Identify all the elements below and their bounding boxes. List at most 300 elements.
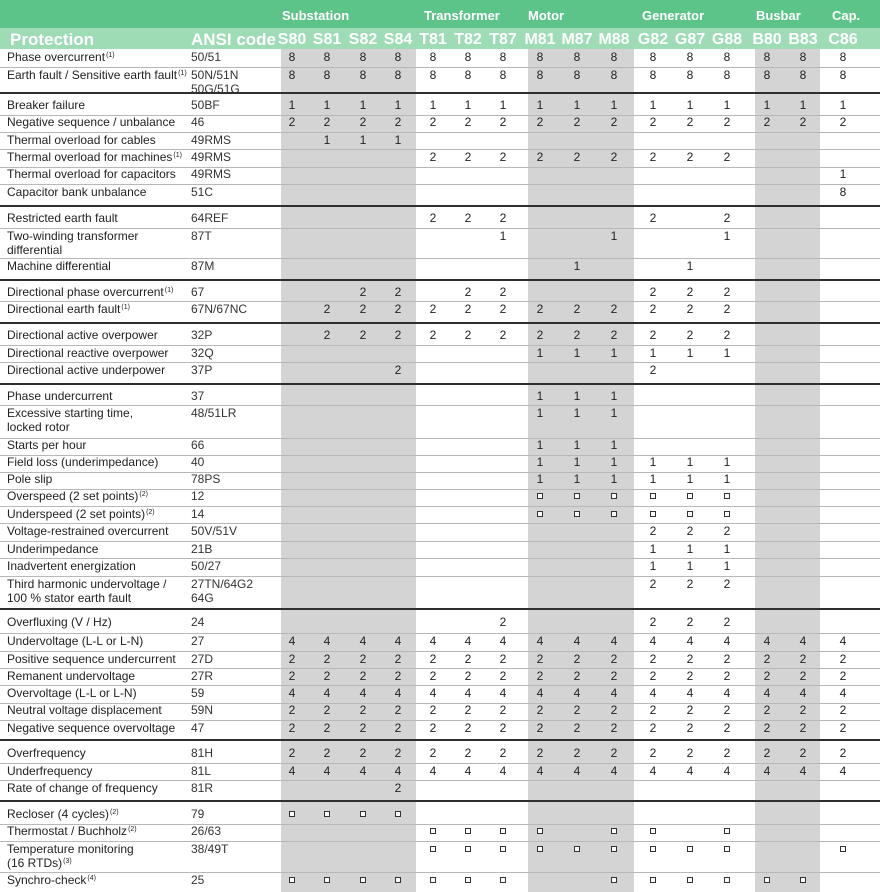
cell-value-t82: 2 [464,721,472,735]
ansi-code: 67N/67NC [191,302,248,316]
cell-value-s84: 4 [394,686,402,700]
cell-value-t82: 2 [464,302,472,316]
cell-value-t87: 2 [499,746,507,760]
cell-value-s84: 8 [394,50,402,64]
cell-value-g87: 2 [686,302,694,316]
cell-value-m81: 2 [536,115,544,129]
option-box-icon [395,877,401,883]
cell-value-g88: 1 [723,472,731,486]
cell-value-g88: 1 [723,559,731,573]
cell-value-t81: 2 [429,652,437,666]
cell-value-s84: 2 [394,703,402,717]
cell-value-c86: 4 [839,634,847,648]
cell-value-b83: 2 [799,721,807,735]
cell-value-g87: 2 [686,669,694,683]
cell-value-m81: 8 [536,68,544,82]
cell-value-t82: 2 [464,652,472,666]
cell-value-g87: 2 [686,524,694,538]
ansi-code: 50/51 [191,50,222,64]
option-box-icon [687,511,693,517]
cell-value-g88: 1 [723,98,731,112]
cell-value-b80: 4 [763,764,771,778]
cell-value-c86: 2 [839,721,847,735]
footnote-reference: (1) [178,70,187,77]
cell-value-b80: 2 [763,703,771,717]
cell-value-g82: 4 [649,634,657,648]
cell-value-g87: 2 [686,652,694,666]
ansi-code: 67 [191,285,205,299]
cell-value-b80: 4 [763,686,771,700]
ansi-code: 81R [191,781,214,795]
footnote-reference: (2) [146,509,155,516]
cell-value-b80: 2 [763,746,771,760]
option-box-icon [360,811,366,817]
cell-value-g82: 1 [649,472,657,486]
cell-value-t82: 2 [464,285,472,299]
row-label: Starts per hour [7,438,87,452]
cell-value-m88: 2 [610,669,618,683]
cell-value-t81: 4 [429,764,437,778]
cell-value-g82: 2 [649,115,657,129]
cell-value-g88: 4 [723,764,731,778]
cell-value-g87: 2 [686,150,694,164]
ansi-code: 46 [191,115,205,129]
cell-value-g88: 2 [723,285,731,299]
cell-value-s80: 2 [288,652,296,666]
cell-value-b80: 8 [763,68,771,82]
row-label: Machine differential [7,259,111,273]
cell-value-t81: 2 [429,150,437,164]
cell-value-g82: 1 [649,559,657,573]
cell-value-g82: 2 [649,524,657,538]
cell-value-b80: 8 [763,50,771,64]
column-header-g88: G88 [711,31,743,48]
cell-value-s81: 2 [323,302,331,316]
ansi-code: 32P [191,328,213,342]
cell-value-c86: 2 [839,115,847,129]
cell-value-t82: 2 [464,150,472,164]
cell-value-t87: 8 [499,50,507,64]
cell-value-s80: 2 [288,746,296,760]
cell-value-m87: 4 [573,634,581,648]
cell-value-t82: 8 [464,50,472,64]
cell-value-b83: 4 [799,634,807,648]
cell-value-b83: 2 [799,669,807,683]
option-box-icon [289,877,295,883]
cell-value-s82: 2 [359,746,367,760]
cell-value-t87: 2 [499,669,507,683]
row-label: Overspeed (2 set points)$^{(2)}$ [7,489,148,503]
cell-value-t82: 2 [464,669,472,683]
cell-value-m88: 1 [610,98,618,112]
option-box-icon [650,828,656,834]
row-label: Directional earth fault$^{(1)}$ [7,302,130,316]
row-label: Underimpedance [7,542,99,556]
ansi-code: 50V/51V [191,524,238,538]
cell-value-m87: 2 [573,150,581,164]
cell-value-t87: 4 [499,634,507,648]
cell-value-s82: 8 [359,50,367,64]
cell-value-g88: 2 [723,302,731,316]
cell-value-g82: 2 [649,703,657,717]
option-box-icon [724,493,730,499]
cell-value-m88: 4 [610,686,618,700]
cell-value-s84: 1 [394,133,402,147]
row-label: Synchro-check$^{(4)}$ [7,873,96,887]
cell-value-t87: 2 [499,302,507,316]
option-box-icon [574,846,580,852]
cell-value-b80: 2 [763,721,771,735]
cell-value-t87: 2 [499,615,507,629]
cell-value-t87: 2 [499,652,507,666]
cell-value-s80: 8 [288,68,296,82]
option-box-icon [500,828,506,834]
cell-value-m87: 2 [573,302,581,316]
cell-value-b83: 4 [799,686,807,700]
footnote-reference: (3) [63,858,72,865]
cell-value-g82: 1 [649,346,657,360]
cell-value-m88: 1 [610,406,618,420]
group-label-substation: Substation [282,8,350,23]
cell-value-t87: 2 [499,703,507,717]
option-box-icon [289,811,295,817]
cell-value-s81: 8 [323,50,331,64]
ansi-code: 32Q [191,346,214,360]
option-box-icon [650,846,656,852]
cell-value-m87: 1 [573,406,581,420]
cell-value-t87: 2 [499,150,507,164]
cell-value-g87: 2 [686,615,694,629]
cell-value-t81: 2 [429,328,437,342]
cell-value-s82: 2 [359,115,367,129]
cell-value-t87: 2 [499,115,507,129]
row-label: Field loss (underimpedance) [7,455,159,469]
cell-value-t87: 4 [499,764,507,778]
row-label: Rate of change of frequency [7,781,158,795]
cell-value-b80: 2 [763,652,771,666]
column-header-g82: G82 [637,31,669,48]
column-header-t82: T82 [454,31,482,48]
footnote-reference: (2) [110,809,119,816]
cell-value-s81: 8 [323,68,331,82]
cell-value-g87: 2 [686,721,694,735]
cell-value-g82: 2 [649,285,657,299]
cell-value-m81: 1 [536,472,544,486]
cell-value-m81: 2 [536,302,544,316]
cell-value-s81: 4 [323,634,331,648]
cell-value-t81: 2 [429,746,437,760]
cell-value-m87: 8 [573,68,581,82]
cell-value-m87: 1 [573,98,581,112]
ansi-code: 81H [191,746,214,760]
cell-value-s82: 2 [359,652,367,666]
option-box-icon [465,877,471,883]
row-label: Two-winding transformer differential [7,229,139,257]
cell-value-s82: 2 [359,669,367,683]
cell-value-m88: 4 [610,634,618,648]
row-label: Inadvertent energization [7,559,136,573]
ansi-code: 59 [191,686,205,700]
cell-value-m81: 2 [536,669,544,683]
cell-value-g88: 2 [723,115,731,129]
cell-value-g87: 2 [686,115,694,129]
option-box-icon [430,877,436,883]
cell-value-s81: 4 [323,764,331,778]
option-box-icon [574,493,580,499]
cell-value-g87: 2 [686,703,694,717]
column-header-t81: T81 [419,31,447,48]
option-box-icon [687,877,693,883]
cell-value-c86: 4 [839,686,847,700]
cell-value-m87: 1 [573,346,581,360]
cell-value-g87: 8 [686,68,694,82]
option-box-icon [764,877,770,883]
row-label: Negative sequence overvoltage [7,721,176,735]
ansi-code: 79 [191,807,205,821]
ansi-code: 87M [191,259,215,273]
cell-value-t87: 4 [499,686,507,700]
cell-value-s82: 4 [359,764,367,778]
cell-value-c86: 1 [839,167,847,181]
cell-value-g88: 1 [723,542,731,556]
ansi-code: 50BF [191,98,220,112]
cell-value-m81: 2 [536,328,544,342]
group-label-cap: Cap. [832,8,861,23]
row-label: Excessive starting time, locked rotor [7,406,134,434]
cell-value-s80: 2 [288,703,296,717]
ansi-code: 38/49T [191,842,229,856]
cell-value-s84: 2 [394,115,402,129]
cell-value-m88: 1 [610,389,618,403]
cell-value-c86: 8 [839,50,847,64]
cell-value-s82: 1 [359,133,367,147]
cell-value-b83: 4 [799,764,807,778]
cell-value-m87: 1 [573,455,581,469]
column-header-b83: B83 [788,31,818,48]
cell-value-g87: 1 [686,346,694,360]
cell-value-m81: 1 [536,98,544,112]
option-box-icon [500,846,506,852]
cell-value-s81: 2 [323,115,331,129]
row-label: Positive sequence undercurrent [7,652,176,666]
cell-value-t81: 2 [429,302,437,316]
cell-value-t82: 2 [464,746,472,760]
cell-value-s81: 4 [323,686,331,700]
option-box-icon [611,846,617,852]
cell-value-c86: 4 [839,764,847,778]
cell-value-g87: 4 [686,686,694,700]
row-label: Remanent undervoltage [7,669,136,683]
cell-value-t82: 2 [464,328,472,342]
cell-value-s80: 4 [288,686,296,700]
cell-value-t81: 4 [429,686,437,700]
option-box-icon [724,846,730,852]
option-box-icon [537,828,543,834]
cell-value-t87: 2 [499,328,507,342]
cell-value-g88: 4 [723,634,731,648]
cell-value-t87: 2 [499,285,507,299]
row-label: Phase overcurrent$^{(1)}$ [7,50,115,64]
cell-value-s81: 2 [323,703,331,717]
cell-value-t87: 1 [499,229,507,243]
cell-value-s82: 4 [359,634,367,648]
ansi-code: 49RMS [191,133,232,147]
row-label: Thermal overload for capacitors [7,167,176,181]
option-box-icon [324,811,330,817]
cell-value-m87: 1 [573,438,581,452]
ansi-code: 37P [191,363,213,377]
cell-value-s81: 2 [323,746,331,760]
cell-value-m81: 2 [536,652,544,666]
cell-value-g82: 8 [649,50,657,64]
cell-value-m87: 2 [573,328,581,342]
column-header-s81: S81 [312,31,342,48]
row-label: Thermal overload for cables [7,133,156,147]
ansi-code: 51C [191,185,214,199]
option-box-icon [611,828,617,834]
ansi-code: 48/51LR [191,406,237,420]
cell-value-s80: 8 [288,50,296,64]
cell-value-g82: 8 [649,68,657,82]
cell-value-g87: 8 [686,50,694,64]
cell-value-g87: 1 [686,472,694,486]
option-box-icon [430,828,436,834]
cell-value-g87: 1 [686,259,694,273]
column-header-s84: S84 [383,31,413,48]
cell-value-g88: 2 [723,328,731,342]
column-header-m87: M87 [561,31,593,48]
column-header-b80: B80 [752,31,782,48]
cell-value-m87: 1 [573,259,581,273]
ansi-code: 50N/51N 50G/51G [191,68,240,96]
ansi-code: 78PS [191,472,221,486]
cell-value-m88: 2 [610,150,618,164]
ansi-code: 66 [191,438,205,452]
header-protection: Protection [10,30,95,49]
cell-value-g87: 1 [686,559,694,573]
cell-value-b83: 2 [799,703,807,717]
ansi-code: 87T [191,229,212,243]
cell-value-g87: 1 [686,455,694,469]
cell-value-t81: 2 [429,669,437,683]
cell-value-m88: 2 [610,302,618,316]
cell-value-g82: 4 [649,764,657,778]
ansi-code: 81L [191,764,212,778]
cell-value-g82: 1 [649,455,657,469]
cell-value-m88: 1 [610,346,618,360]
cell-value-b80: 4 [763,634,771,648]
ansi-code: 25 [191,873,205,887]
cell-value-g82: 2 [649,577,657,591]
cell-value-s81: 2 [323,669,331,683]
row-label: Overfrequency [7,746,86,760]
cell-value-m87: 4 [573,764,581,778]
option-box-icon [611,493,617,499]
cell-value-g82: 2 [649,150,657,164]
ansi-code: 26/63 [191,824,222,838]
cell-value-b83: 2 [799,652,807,666]
ansi-code: 37 [191,389,205,403]
cell-value-g88: 2 [723,577,731,591]
option-box-icon [724,828,730,834]
footnote-reference: (1) [164,287,174,294]
cell-value-s81: 1 [323,133,331,147]
cell-value-s80: 4 [288,764,296,778]
footnote-reference: (1) [173,152,182,159]
ansi-code: 47 [191,721,205,735]
cell-value-s82: 2 [359,302,367,316]
cell-value-s82: 1 [359,98,367,112]
row-label: Earth fault / Sensitive earth fault$^{(1)}$ [7,68,187,82]
cell-value-t81: 8 [429,68,437,82]
cell-value-c86: 2 [839,652,847,666]
cell-value-t82: 2 [464,211,472,225]
footnote-reference: (1) [121,304,130,311]
cell-value-g82: 2 [649,652,657,666]
group-label-transformer: Transformer [424,8,500,23]
cell-value-b83: 2 [799,115,807,129]
cell-value-m87: 1 [573,472,581,486]
cell-value-g87: 1 [686,98,694,112]
row-label: Overfluxing (V / Hz) [7,615,112,629]
cell-value-t81: 2 [429,115,437,129]
footnote-reference: (4) [87,875,96,882]
cell-value-g87: 2 [686,285,694,299]
group-label-generator: Generator [642,8,705,23]
cell-value-m87: 2 [573,703,581,717]
column-header-c86: C86 [828,31,858,48]
option-box-icon [500,877,506,883]
cell-value-m81: 1 [536,438,544,452]
cell-value-m88: 2 [610,721,618,735]
cell-value-g82: 1 [649,98,657,112]
option-box-icon [650,511,656,517]
cell-value-g88: 1 [723,455,731,469]
cell-value-g88: 8 [723,50,731,64]
cell-value-m88: 2 [610,746,618,760]
cell-value-c86: 8 [839,68,847,82]
column-header-t87: T87 [489,31,517,48]
ansi-code: 27R [191,669,214,683]
row-label: Negative sequence / unbalance [7,115,176,129]
ansi-code: 14 [191,507,205,521]
row-label: Underspeed (2 set points)$^{(2)}$ [7,507,155,521]
cell-value-s84: 4 [394,634,402,648]
group-label-motor: Motor [528,8,565,23]
cell-value-t81: 8 [429,50,437,64]
option-box-icon [574,511,580,517]
cell-value-m87: 8 [573,50,581,64]
cell-value-m87: 1 [573,389,581,403]
ansi-code: 21B [191,542,213,556]
ansi-code: 27 [191,634,205,648]
cell-value-s82: 4 [359,686,367,700]
cell-value-m88: 1 [610,229,618,243]
cell-value-s84: 1 [394,98,402,112]
cell-value-t82: 4 [464,634,472,648]
cell-value-g88: 2 [723,703,731,717]
cell-value-s84: 2 [394,746,402,760]
cell-value-c86: 8 [839,185,847,199]
cell-value-b80: 2 [763,115,771,129]
cell-value-g88: 2 [723,721,731,735]
cell-value-g88: 2 [723,150,731,164]
row-label: Directional phase overcurrent$^{(1)}$ [7,285,174,299]
row-label: Undervoltage (L-L or L-N) [7,634,144,648]
row-label: Breaker failure [7,98,86,112]
cell-value-g88: 2 [723,746,731,760]
cell-value-m87: 2 [573,115,581,129]
